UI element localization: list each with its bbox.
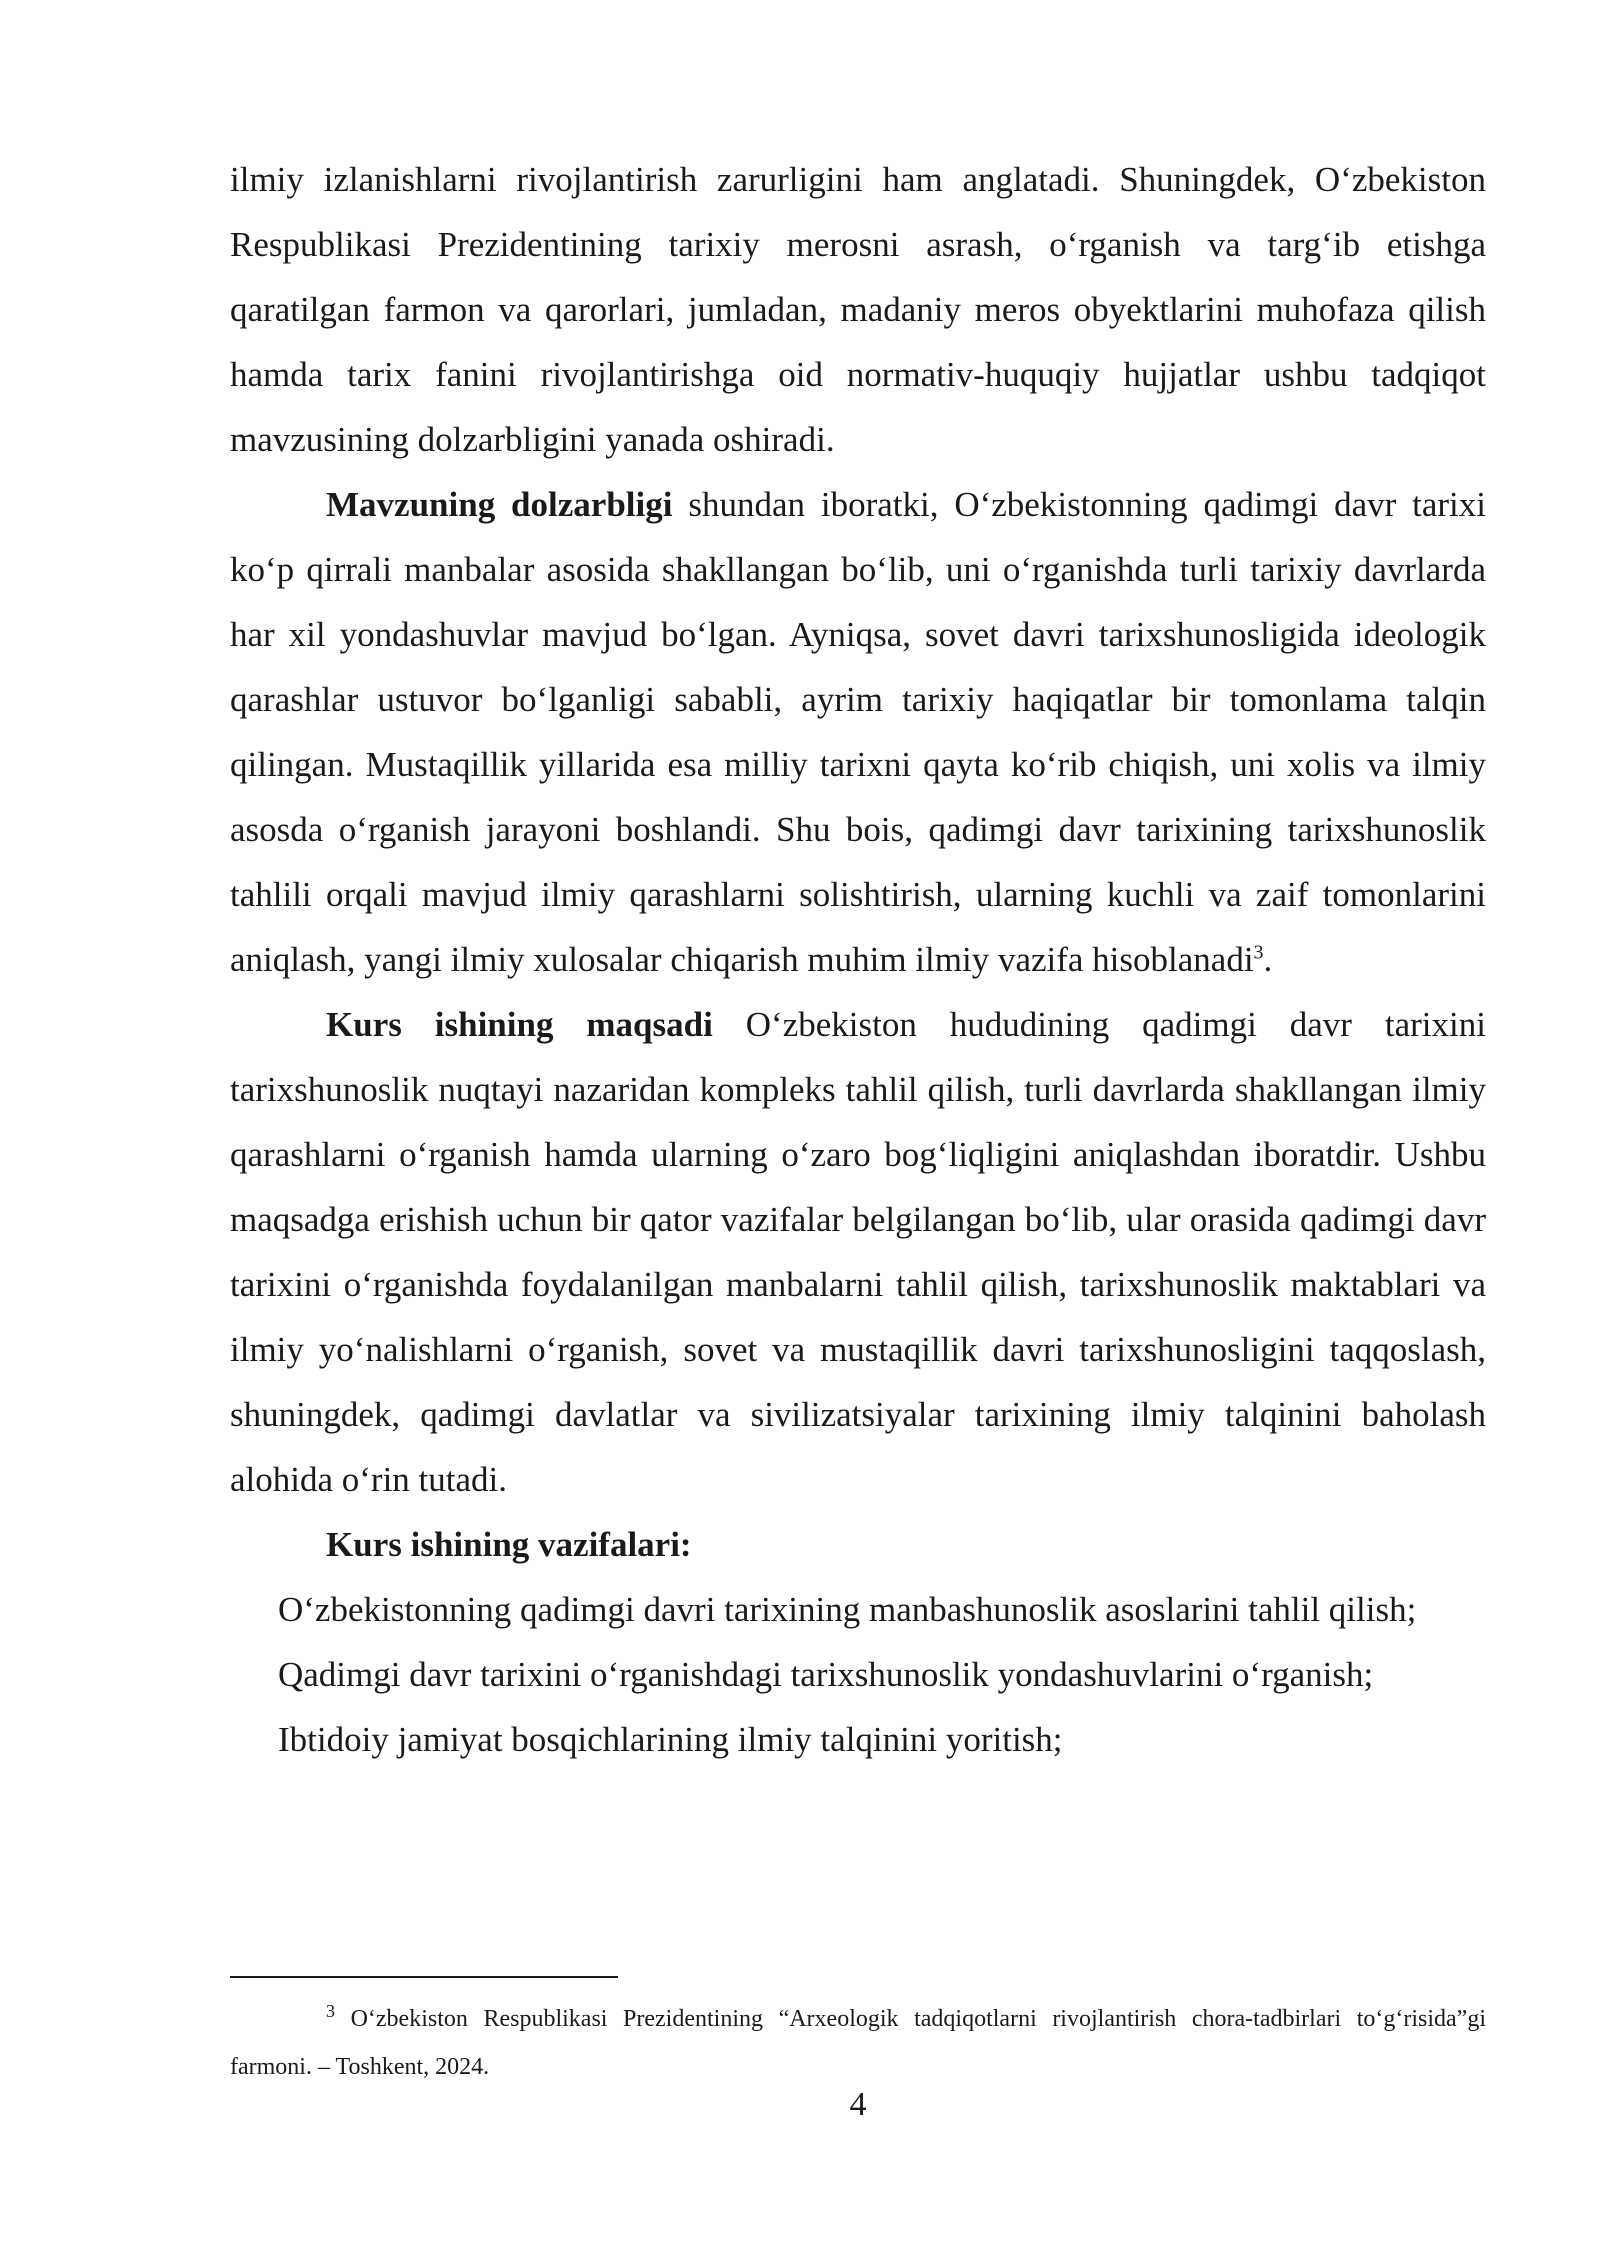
footnote-reference[interactable]: 3 [1253,941,1264,964]
page-number: 4 [849,2086,867,2123]
footnote-separator [230,1976,618,1978]
relevance-heading: Mavzuning dolzarbligi [326,485,673,524]
body-text [230,147,1486,1772]
goal-text: O‘zbekiston hududining qadimgi davr tarixini tarixshunoslik nuqtayi nazaridan kompleks tahlil qilish, turli davrlarda shakllangan ilmiy qarashlarni o‘rganish hamda ularning o‘zaro bog‘liqligini aniqlashdan iboratdir. Ushbu maqsadga erishish uchun bir qator vazifalar belgilangan bo‘lib, ular orasida qadimgi davr tarixini o‘rganishda foydalanilgan manbalarni tahlil qilish, tarixshunoslik maktablari va ilmiy yo‘nalishlarni o‘rganish, sovet va mustaqillik davri tarixshunosligini taqqoslash, shuningdek, qadimgi davlatlar va sivilizatsiyalar tarixining ilmiy talqinini baholash alohida o‘rin tutadi. [230,1005,1486,1499]
task-item: Ibtidoiy jamiyat bosqichlarining ilmiy talqinini yoritish; [278,1720,1063,1759]
paragraph-relevance [230,472,1486,992]
task-item: Qadimgi davr tarixini o‘rganishdagi tarixshunoslik yondashuvlarini o‘rganish; [278,1655,1374,1694]
footnote-number: 3 [326,2001,335,2021]
footnote [230,1995,1486,2091]
relevance-end: . [1263,940,1273,979]
paragraph-goal [230,992,1486,1512]
relevance-text: shundan iboratki, O‘zbekistonning qadimgi davr tarixi ko‘p qirrali manbalar asosida shakllangan bo‘lib, uni o‘rganishda turli tarixiy davrlarda har xil yondashuvlar mavjud bo‘lgan. Ayniqsa, sovet davri tarixshunosligida ideologik qarashlar ustuvor bo‘lganligi sababli, ayrim tarixiy haqiqatlar bir tomonlama talqin qilingan. Mustaqillik yillarida esa milliy tarixni qayta ko‘rib chiqish, uni xolis va ilmiy asosda o‘rganish jarayoni boshlandi. Shu bois, qadimgi davr tarixining tarixshunoslik tahlili orqali mavjud ilmiy qarashlarni solishtirish, ularning kuchli va zaif tomonlarini aniqlash, yangi ilmiy xulosalar chiqarish muhim ilmiy vazifa hisoblanadi [230,485,1486,979]
tasks-heading: Kurs ishining vazifalari: [326,1525,692,1564]
task-item: O‘zbekistonning qadimgi davri tarixining manbashunoslik asoslarini tahlil qilish; [278,1590,1417,1629]
goal-heading: Kurs ishining maqsadi [326,1005,713,1044]
paragraph-intro-continuation: ilmiy izlanishlarni rivojlantirish zarurligini ham anglatadi. Shuningdek, O‘zbekiston Respublikasi Prezidentining tarixiy merosni asrash, o‘rganish va targ‘ib etishga qaratilgan farmon va qarorlari, jumladan, madaniy meros obyektlarini muhofaza qilish hamda tarix fanini rivojlantirishga oid normativ-huquqiy hujjatlar ushbu tadqiqot mavzusining dolzarbligini yanada oshiradi. [230,160,1486,459]
footnote-text: O‘zbekiston Respublikasi Prezidentining “Arxeologik tadqiqotlarni rivojlantirish chora-tadbirlari to‘g‘risida”gi farmoni. – Toshkent, 2024. [230,2006,1486,2080]
